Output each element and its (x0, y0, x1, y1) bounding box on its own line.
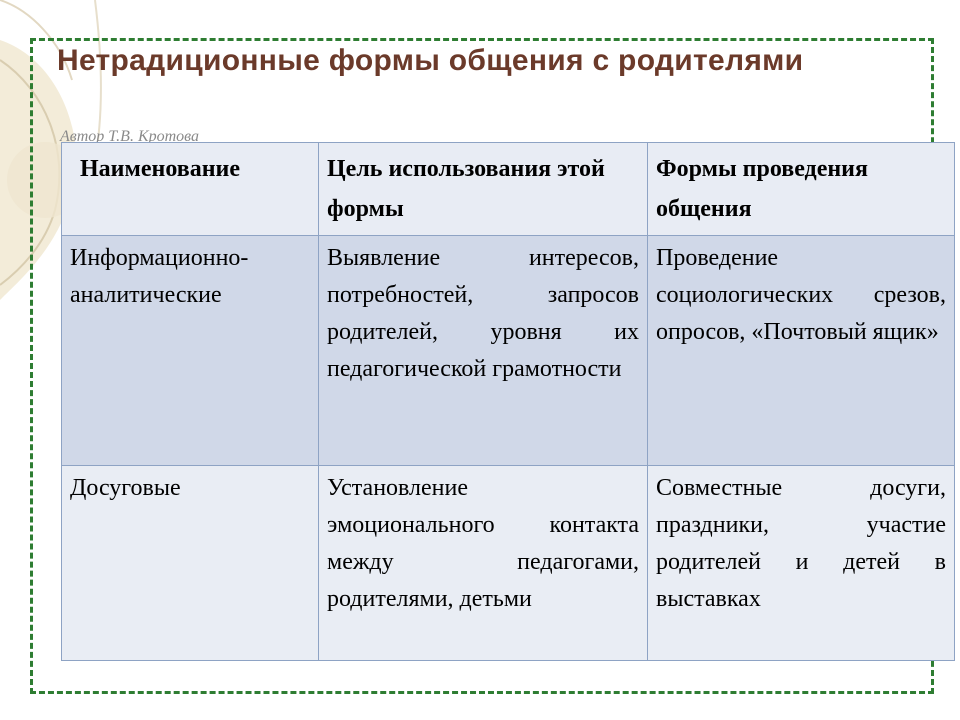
table-row (62, 236, 955, 466)
header-forms: Формы проведения общения (648, 143, 955, 236)
cell-goal: Выявление интересов, потребностей, запросов родителей, уровня их педагогической грамотности (319, 236, 648, 466)
slide-author: Автор Т.В. Кротова (60, 128, 199, 145)
table-header-row (62, 143, 955, 236)
header-name: Наименование (62, 143, 319, 236)
table-row (62, 466, 955, 661)
cell-goal: Установление эмоционального контакта между педагогами, родителями, детьми (319, 466, 648, 661)
header-goal: Цель использования этой формы (319, 143, 648, 236)
cell-name: Информационно-аналитические (62, 236, 319, 466)
forms-table (61, 142, 955, 661)
cell-forms: Совместные досуги, праздники, участие родителей и детей в выставках (648, 466, 955, 661)
cell-name: Досуговые (62, 466, 319, 661)
slide-title: Нетрадиционные формы общения с родителями (57, 44, 804, 77)
cell-forms: Проведение социологических срезов, опросов, «Почтовый ящик» (648, 236, 955, 466)
